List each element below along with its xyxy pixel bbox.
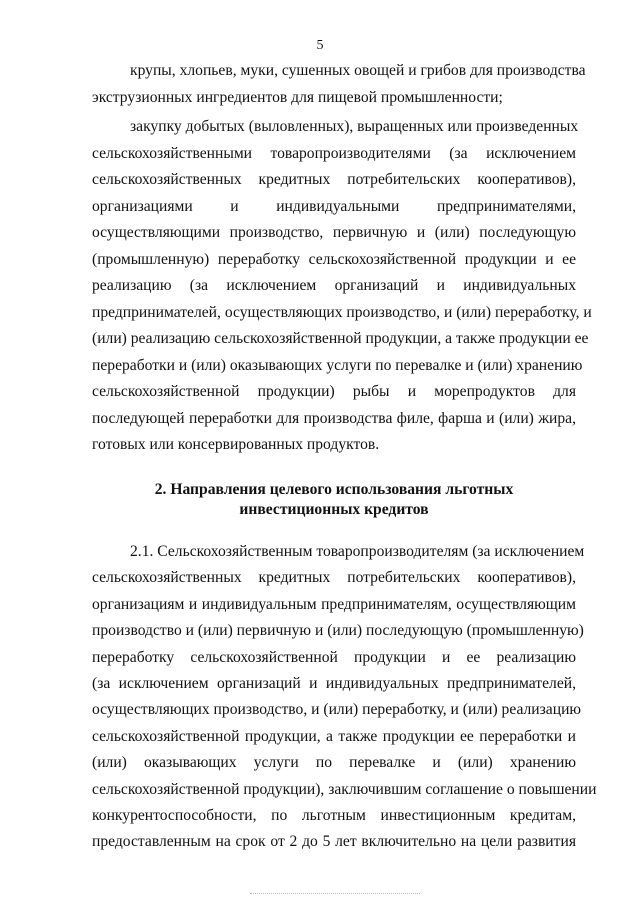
paragraph-2-line: (промышленную) переработку сельскохозяйственной продукции и ее — [92, 250, 576, 268]
paragraph-3-line: предоставленным на срок от 2 до 5 лет включительно на цели развития — [92, 833, 576, 851]
paragraph-3-line: (или) оказывающих услуги по перевалке и (или) хранению — [92, 754, 576, 772]
paragraph-3-line: переработку сельскохозяйственной продукции и ее реализацию — [92, 648, 576, 666]
page-number: 5 — [316, 38, 324, 53]
paragraph-2-line: (или) реализацию сельскохозяйственной продукции, а также продукции ее — [92, 330, 589, 347]
paragraph-3-line: организациям и индивидуальным предпринимателям, осуществляющим — [92, 595, 576, 613]
paragraph-2 — [92, 114, 592, 459]
paragraph-3-line: (за исключением организаций и индивидуальных предпринимателей, — [92, 674, 576, 692]
section-heading-line: 2. Направления целевого использования льготных — [154, 481, 514, 498]
paragraph-3-line: сельскохозяйственных кредитных потребительских кооперативов), — [92, 569, 576, 587]
paragraph-2-line: сельскохозяйственных кредитных потребительских кооперативов), — [92, 171, 576, 188]
section-heading — [92, 480, 576, 520]
paragraph-3-line: осуществляющих производство, и (или) переработку, и (или) реализацию — [92, 701, 582, 719]
paragraph-3-line: конкурентоспособности, по льготным инвестиционным кредитам, — [92, 806, 576, 824]
paragraph-3-line: производство и (или) первичную и (или) последующую (промышленную) — [92, 622, 584, 640]
paragraph-3-line: 2.1. Сельскохозяйственным товаропроизводителям (за исключением — [130, 543, 585, 560]
section-heading-line: инвестиционных кредитов — [239, 501, 429, 518]
paragraph-2-line: сельскохозяйственными товаропроизводителями (за исключением — [92, 144, 576, 162]
paragraph-3-line: сельскохозяйственной продукции, а также продукции ее переработки и — [92, 727, 576, 745]
paragraph-2-line: осуществляющими производство, первичную и (или) последующую — [92, 224, 576, 241]
paragraph-1-line: крупы, хлопьев, муки, сушенных овощей и грибов для производства — [130, 62, 586, 79]
paragraph-2-line: закупку добытых (выловленных), выращенных или произведенных — [130, 118, 579, 135]
paragraph-3-line: сельскохозяйственной продукции), заключившим соглашение о повышении — [92, 780, 597, 798]
paragraph-2-line: последующей переработки для производства филе, фарша и (или) жира, — [92, 409, 576, 427]
paragraph-2-line: переработки и (или) оказывающих услуги по перевалке и (или) хранению — [92, 356, 583, 374]
paragraph-2-line: готовых или консервированных продуктов. — [92, 436, 380, 453]
paragraph-2-line: предпринимателей, осуществляющих производство, и (или) переработку, и — [92, 303, 592, 321]
paragraph-2-line: сельскохозяйственной продукции) рыбы и морепродуктов для — [92, 383, 576, 400]
paragraph-2-line: организациями и индивидуальными предпринимателями, — [92, 197, 576, 215]
paragraph-1-line: экструзионных ингредиентов для пищевой промышленности; — [92, 88, 503, 106]
scan-artifact — [250, 893, 420, 896]
paragraph-3 — [92, 539, 597, 856]
paragraph-2-line: реализацию (за исключением организаций и индивидуальных — [92, 277, 576, 294]
